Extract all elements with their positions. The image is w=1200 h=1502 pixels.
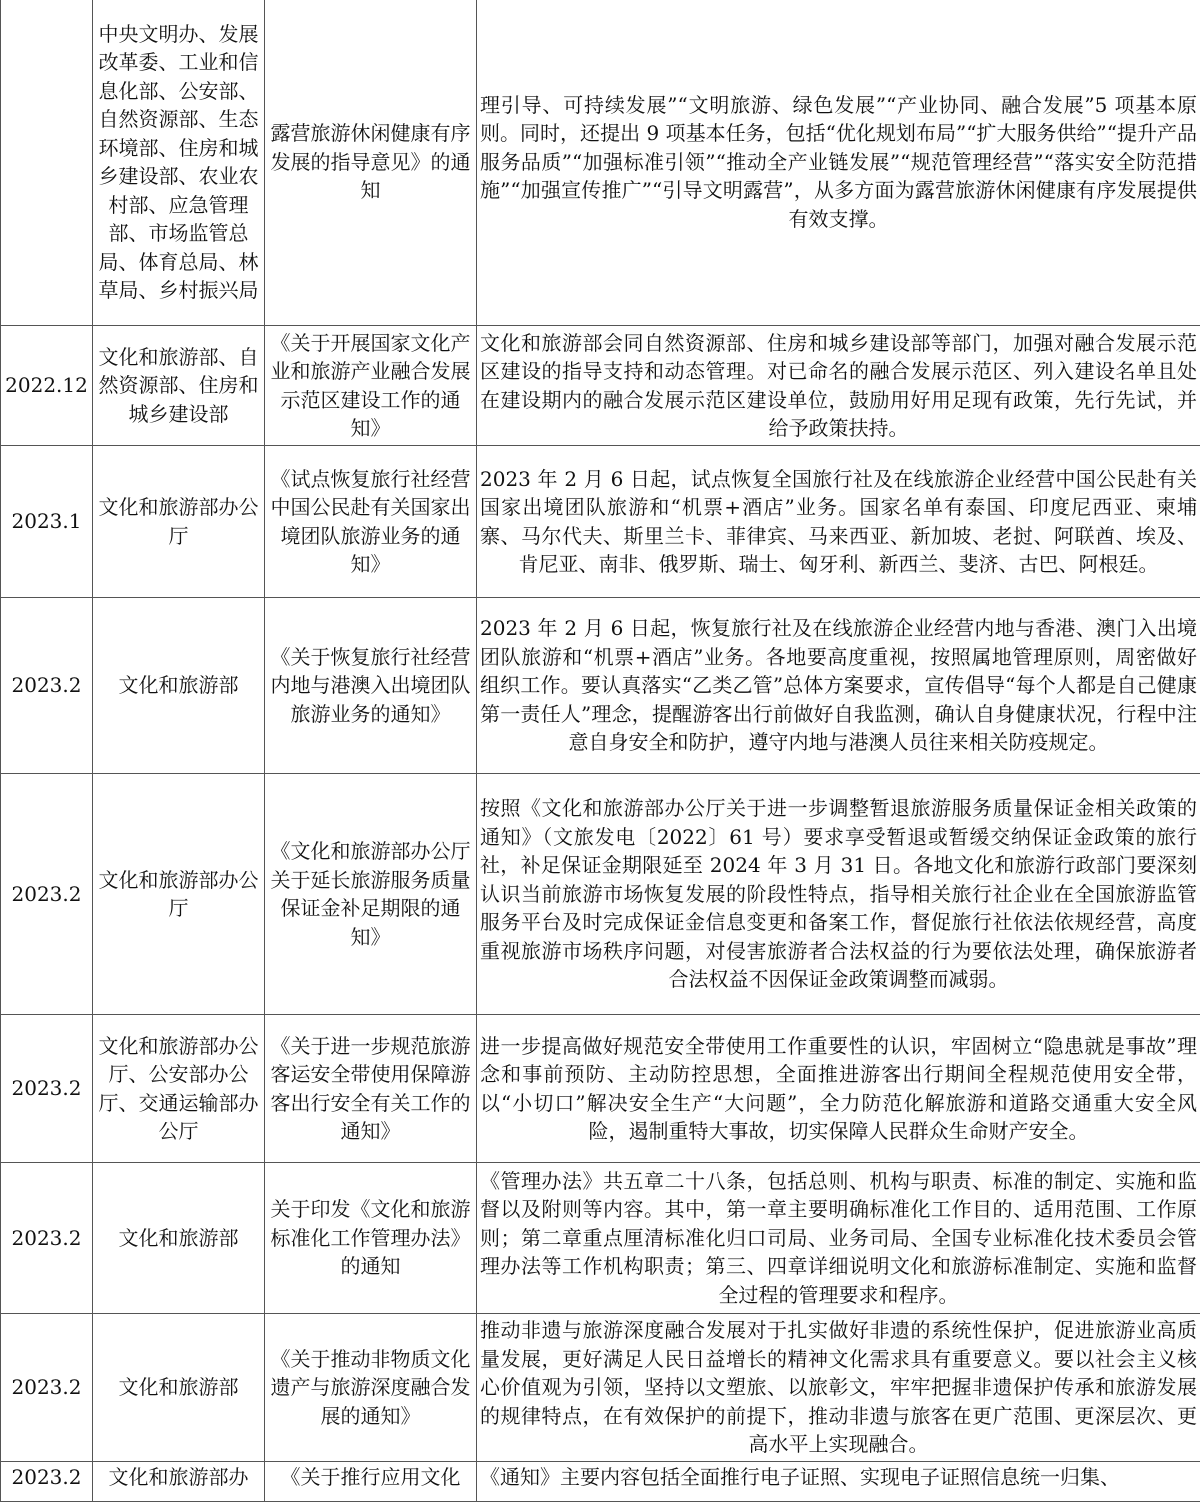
- content-cell: 2023 年 2 月 6 日起，恢复旅行社及在线旅游企业经营内地与香港、澳门入出境团队旅游和“机票+酒店”业务。各地要高度重视，按照属地管理原则，周密做好组织工作。要认真落实“乙类乙管”总体方案要求，宣传倡导“每个人都是自己健康第一责任人”理念，提醒游客出行前做好自我监测，确认自身健康状况，行程中注意自身安全和防护，遵守内地与港澳人员往来相关防疫规定。: [477, 598, 1200, 774]
- content-cell: 按照《文化和旅游部办公厅关于进一步调整暂退旅游服务质量保证金相关政策的通知》（文旅发电〔2022〕61 号）要求享受暂退或暂缓交纳保证金政策的旅行社，补足保证金期限延至 2024 年 3 月 31 日。各地文化和旅游行政部门要深刻认识当前旅游市场恢复发展的阶段性特点，指导相关旅行社企业在全国旅游监管服务平台及时完成保证金信息变更和备案工作，督促旅行社依法依规经营，高度重视旅游市场秩序问题，对侵害旅游者合法权益的行为要依法处理，确保旅游者合法权益不因保证金政策调整而减弱。: [477, 774, 1200, 1015]
- content-cell: 《通知》主要内容包括全面推行电子证照、实现电子证照信息统一归集、: [477, 1462, 1200, 1502]
- department-cell: 文化和旅游部办公厅: [93, 446, 265, 598]
- title-cell: 《文化和旅游部办公厅关于延长旅游服务质量保证金补足期限的通知》: [265, 774, 477, 1015]
- date-cell: 2023.1: [1, 446, 93, 598]
- table-row: [1, 1163, 1200, 1314]
- content-cell: 文化和旅游部会同自然资源部、住房和城乡建设部等部门，加强对融合发展示范区建设的指导支持和动态管理。对已命名的融合发展示范区、列入建设名单且处在建设期内的融合发展示范区建设单位，鼓励用好用足现有政策，先行先试，并给予政策扶持。: [477, 326, 1200, 446]
- table-row: [1, 1462, 1200, 1502]
- table-row: [1, 598, 1200, 774]
- date-cell: 2023.2: [1, 1462, 93, 1502]
- department-cell: 文化和旅游部: [93, 598, 265, 774]
- date-cell: 2023.2: [1, 598, 93, 774]
- department-cell: 文化和旅游部办公厅: [93, 774, 265, 1015]
- table-row: [1, 0, 1200, 326]
- department-cell: 文化和旅游部: [93, 1314, 265, 1462]
- table-row: [1, 326, 1200, 446]
- title-cell: 《关于推动非物质文化遗产与旅游深度融合发展的通知》: [265, 1314, 477, 1462]
- department-cell: 文化和旅游部办: [93, 1462, 265, 1502]
- title-cell: 《关于推行应用文化: [265, 1462, 477, 1502]
- department-cell: 文化和旅游部办公厅、公安部办公厅、交通运输部办公厅: [93, 1015, 265, 1163]
- content-cell: 推动非遗与旅游深度融合发展对于扎实做好非遗的系统性保护，促进旅游业高质量发展，更好满足人民日益增长的精神文化需求具有重要意义。要以社会主义核心价值观为引领，坚持以文塑旅、以旅彰文，牢牢把握非遗保护传承和旅游发展的规律特点，在有效保护的前提下，推动非遗与旅客在更广范围、更深层次、更高水平上实现融合。: [477, 1314, 1200, 1462]
- content-cell: 《管理办法》共五章二十八条，包括总则、机构与职责、标准的制定、实施和监督以及附则等内容。其中，第一章主要明确标准化工作目的、适用范围、工作原则；第二章重点厘清标准化归口司局、业务司局、全国专业标准化技术委员会管理办法等工作机构职责；第三、四章详细说明文化和旅游标准制定、实施和监督全过程的管理要求和程序。: [477, 1163, 1200, 1314]
- title-cell: 露营旅游休闲健康有序发展的指导意见》的通知: [265, 0, 477, 326]
- content-cell: 进一步提高做好规范安全带使用工作重要性的认识，牢固树立“隐患就是事故”理念和事前预防、主动防控思想，全面推进游客出行期间全程规范使用安全带，以“小切口”解决安全生产“大问题”，全力防范化解旅游和道路交通重大安全风险，遏制重特大事故，切实保障人民群众生命财产安全。: [477, 1015, 1200, 1163]
- content-cell: 理引导、可持续发展”“文明旅游、绿色发展”“产业协同、融合发展”5 项基本原则。同时，还提出 9 项基本任务，包括“优化规划布局”“扩大服务供给”“提升产品服务品质”“加强标准引领”“推动全产业链发展”“规范管理经营”“落实安全防范措施”“加强宣传推广”“引导文明露营”，从多方面为露营旅游休闲健康有序发展提供有效支撑。: [477, 0, 1200, 326]
- table-row: [1, 1015, 1200, 1163]
- title-cell: 《关于恢复旅行社经营内地与港澳入出境团队旅游业务的通知》: [265, 598, 477, 774]
- title-cell: 《试点恢复旅行社经营中国公民赴有关国家出境团队旅游业务的通知》: [265, 446, 477, 598]
- title-cell: 关于印发《文化和旅游标准化工作管理办法》的通知: [265, 1163, 477, 1314]
- table-row: [1, 446, 1200, 598]
- date-cell: [1, 0, 93, 326]
- department-cell: 文化和旅游部、自然资源部、住房和城乡建设部: [93, 326, 265, 446]
- date-cell: 2022.12: [1, 326, 93, 446]
- title-cell: 《关于进一步规范旅游客运安全带使用保障游客出行安全有关工作的通知》: [265, 1015, 477, 1163]
- date-cell: 2023.2: [1, 774, 93, 1015]
- department-cell: 中央文明办、发展改革委、工业和信息化部、公安部、自然资源部、生态环境部、住房和城乡建设部、农业农村部、应急管理部、市场监管总局、体育总局、林草局、乡村振兴局: [93, 0, 265, 326]
- date-cell: 2023.2: [1, 1314, 93, 1462]
- date-cell: 2023.2: [1, 1163, 93, 1314]
- content-cell: 2023 年 2 月 6 日起，试点恢复全国旅行社及在线旅游企业经营中国公民赴有关国家出境团队旅游和“机票+酒店”业务。国家名单有泰国、印度尼西亚、柬埔寨、马尔代夫、斯里兰卡、菲律宾、马来西亚、新加坡、老挝、阿联酋、埃及、肯尼亚、南非、俄罗斯、瑞士、匈牙利、新西兰、斐济、古巴、阿根廷。: [477, 446, 1200, 598]
- table-row: [1, 1314, 1200, 1462]
- department-cell: 文化和旅游部: [93, 1163, 265, 1314]
- table-row: [1, 774, 1200, 1015]
- date-cell: 2023.2: [1, 1015, 93, 1163]
- title-cell: 《关于开展国家文化产业和旅游产业融合发展示范区建设工作的通知》: [265, 326, 477, 446]
